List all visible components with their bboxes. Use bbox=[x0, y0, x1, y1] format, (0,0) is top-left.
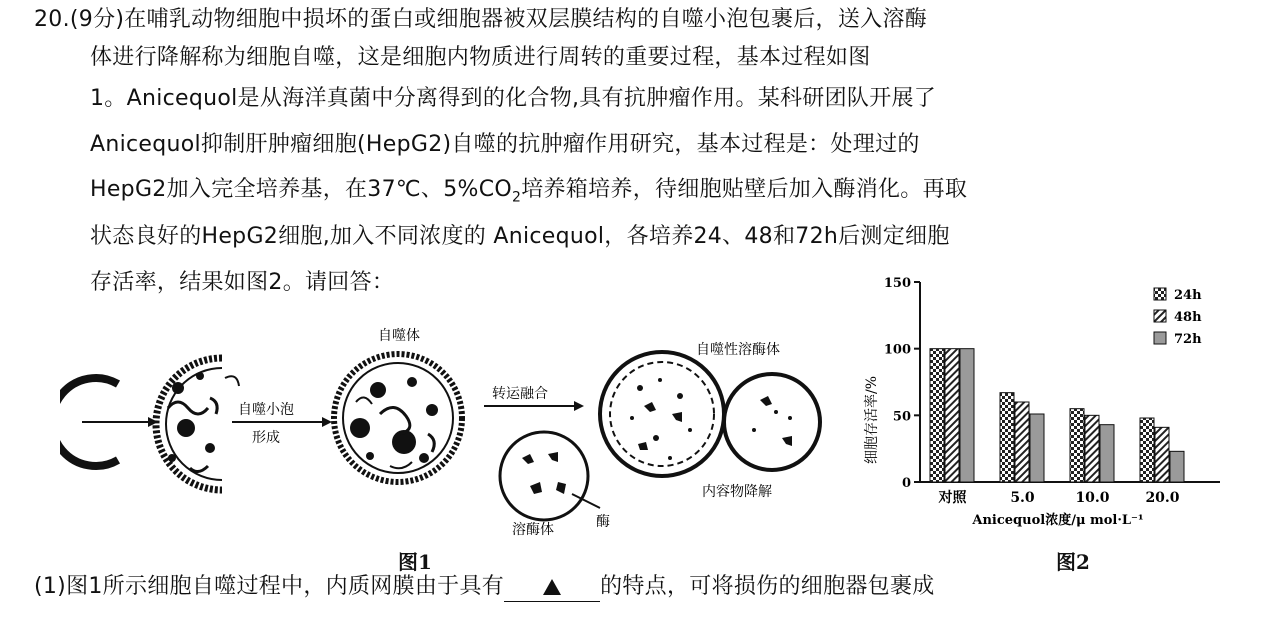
x-tick-label-2: 10.0 bbox=[1075, 490, 1110, 506]
bar-48h-1 bbox=[1015, 402, 1029, 482]
question-line-7: 存活率，结果如图2。请回答： bbox=[90, 270, 395, 295]
question-line-5-part-a: HepG2加入完全培养基，在37℃、5%CO bbox=[90, 177, 512, 202]
x-axis-label: Anicequol浓度/μ mol·L⁻¹ bbox=[972, 513, 1144, 528]
bar-48h-3 bbox=[1155, 427, 1169, 482]
question-line-2: 体进行降解称为细胞自噬，这是细胞内物质进行周转的重要过程，基本过程如图 bbox=[90, 45, 871, 70]
question-line-5-part-b: 培养箱培养，待细胞贴壁后加入酶消化。再取 bbox=[521, 177, 968, 202]
bar-72h-3 bbox=[1170, 451, 1184, 482]
bar-48h-0 bbox=[945, 349, 959, 482]
bar-24h-0 bbox=[930, 349, 944, 482]
lysosome bbox=[500, 432, 588, 520]
bar-24h-3 bbox=[1140, 418, 1154, 482]
figure2-caption: 图2 bbox=[1056, 550, 1090, 574]
legend-label-24h: 24h bbox=[1174, 288, 1202, 303]
bar-48h-2 bbox=[1085, 415, 1099, 482]
y-tick-label-2: 100 bbox=[883, 342, 911, 358]
question-line-1: 20.(9分)在哺乳动物细胞中损坏的蛋白或细胞器被双层膜结构的自噬小泡包裹后，送入溶酶 bbox=[34, 7, 928, 32]
sub-question-1-suffix: 的特点，可将损伤的细胞器包裹成 bbox=[600, 574, 935, 599]
co2-subscript: 2 bbox=[511, 189, 522, 206]
bar-72h-2 bbox=[1100, 425, 1114, 482]
label-autophagosome: 自噬体 bbox=[378, 328, 420, 344]
label-vesicle-formation-2: 形成 bbox=[252, 430, 280, 446]
question-line-6: 状态良好的HepG2细胞,加入不同浓度的 Anicequol，各培养24、48和72h后测定细胞 bbox=[90, 224, 950, 249]
bar-72h-1 bbox=[1030, 414, 1044, 482]
y-axis-label-group bbox=[864, 376, 880, 464]
legend-swatch-24h bbox=[1154, 288, 1166, 300]
label-enzyme: 酶 bbox=[596, 514, 610, 530]
x-tick-label-1: 5.0 bbox=[1010, 490, 1035, 506]
y-tick-label-0: 0 bbox=[901, 476, 911, 491]
y-axis-label: 细胞存活率/% bbox=[864, 375, 880, 465]
autolysosome bbox=[600, 352, 724, 476]
bar-24h-2 bbox=[1070, 409, 1084, 482]
x-tick-label-3: 20.0 bbox=[1145, 490, 1180, 506]
figure2-chart bbox=[858, 270, 1238, 532]
figure1-diagram bbox=[60, 318, 840, 548]
autophagosome bbox=[334, 354, 462, 482]
bar-24h-1 bbox=[1000, 393, 1014, 482]
legend-label-72h: 72h bbox=[1174, 332, 1202, 347]
answer-blank[interactable] bbox=[504, 577, 600, 602]
sub-question-1-prefix: (1)图1所示细胞自噬过程中，内质网膜由于具有 bbox=[34, 574, 505, 599]
question-line-3: 1。Anicequol是从海洋真菌中分离得到的化合物,具有抗肿瘤作用。某科研团队开展了 bbox=[90, 86, 937, 111]
question-line-5 bbox=[90, 175, 967, 212]
legend-swatch-72h bbox=[1154, 332, 1166, 344]
label-vesicle-formation-1: 自噬小泡 bbox=[238, 402, 294, 418]
x-tick-label-0: 对照 bbox=[938, 490, 967, 506]
legend-label-48h: 48h bbox=[1174, 310, 1202, 325]
y-tick-label-1: 50 bbox=[892, 409, 911, 425]
bar-72h-0 bbox=[960, 349, 974, 482]
label-transport-fusion: 转运融合 bbox=[492, 386, 548, 402]
sub-question-1 bbox=[34, 572, 935, 602]
triangle-icon bbox=[543, 579, 561, 595]
label-degradation: 内容物降解 bbox=[702, 484, 772, 500]
question-line-4: Anicequol抑制肝肿瘤细胞(HepG2)自噬的抗肿瘤作用研究，基本过程是：处理过的 bbox=[90, 132, 920, 157]
figure1-caption: 图1 bbox=[398, 550, 432, 574]
legend-swatch-48h bbox=[1154, 310, 1166, 322]
y-tick-label-3: 150 bbox=[883, 276, 911, 291]
label-autolysosome: 自噬性溶酶体 bbox=[696, 342, 780, 358]
fusing-lysosome bbox=[724, 374, 820, 470]
label-lysosome: 溶酶体 bbox=[512, 522, 554, 538]
